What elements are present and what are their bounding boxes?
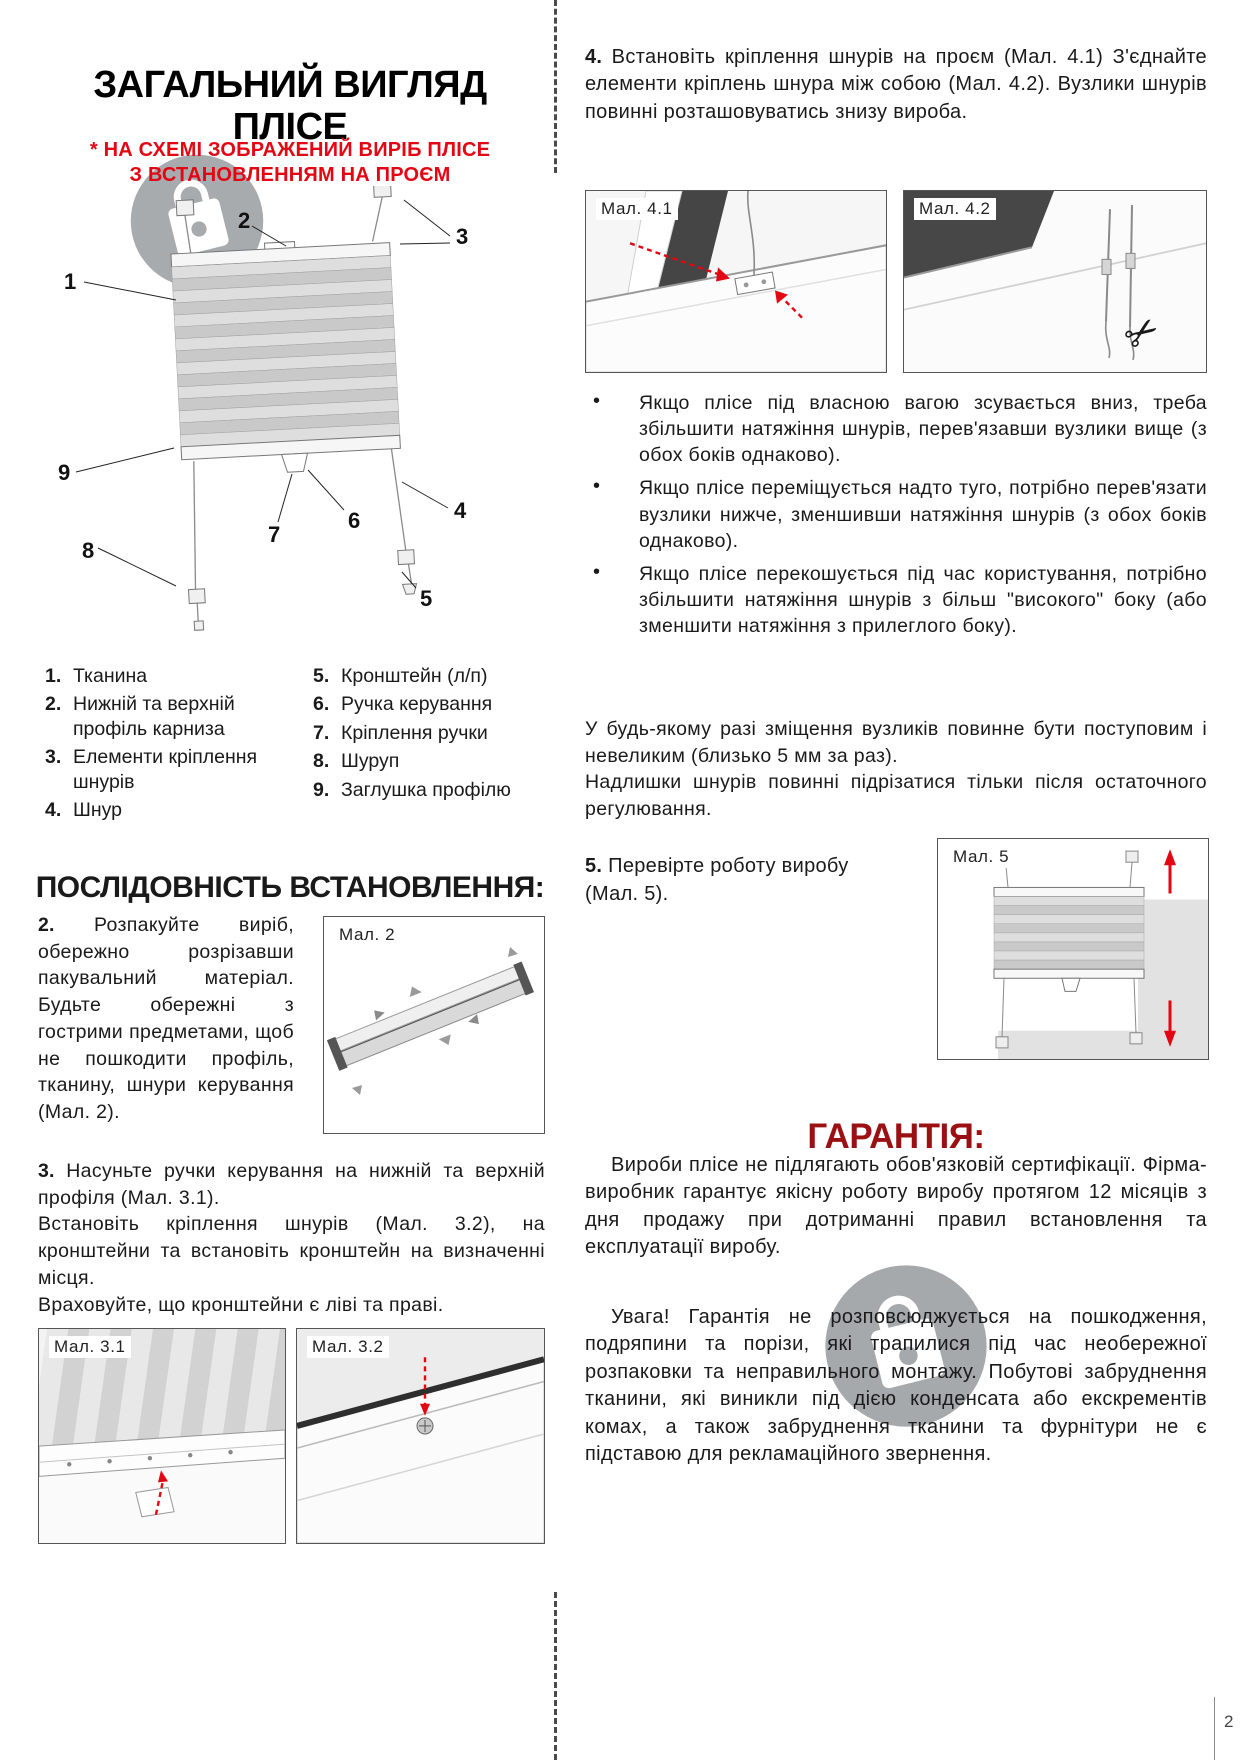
callout-5: 5	[420, 586, 433, 611]
callout-8: 8	[82, 538, 95, 563]
figure-5-box	[937, 838, 1209, 1060]
legend-text: Тканина	[73, 665, 148, 687]
callout-1: 1	[64, 269, 77, 294]
step-2-number: 2.	[38, 914, 55, 936]
figure-4-1-label: Мал. 4.1	[596, 198, 678, 220]
callout-6: 6	[348, 508, 361, 533]
installation-section-title: ПОСЛІДОВНІСТЬ ВСТАНОВЛЕННЯ:	[35, 870, 545, 904]
legend-num: 2.	[45, 693, 62, 716]
warranty-paragraph-1: Вироби плісе не підлягають обов'язковій сертифікації. Фірма-виробник гарантує якісну роботу виробу протягом 12 місяців з дня продажу при дотриманні правил встановлення та експлуатації виробу.	[585, 1154, 1207, 1259]
figure-3-1-label: Мал. 3.1	[49, 1336, 131, 1358]
step-3-line1	[38, 1158, 545, 1211]
adjustment-note-line1: У будь-якому разі зміщення вузликів повинне бути поступовим і невеликим (близько 5 мм за раз).	[585, 718, 1207, 767]
legend-text: Елементи кріплення шнурів	[73, 746, 258, 793]
figure-2-label: Мал. 2	[334, 924, 400, 946]
diagram-note-line2: З ВСТАНОВЛЕННЯМ НА ПРОЄМ	[129, 164, 451, 186]
callout-2: 2	[238, 208, 251, 233]
legend-num: 4.	[45, 798, 62, 821]
figure-4-1-box	[585, 190, 887, 373]
step-4-number: 4.	[585, 46, 603, 68]
legend-text: Кронштейн (л/п)	[341, 665, 488, 687]
step-3-text1: Насуньте ручки керування на нижній та верхній профіля (Мал. 3.1).	[38, 1160, 545, 1209]
scissors-icon: ✂	[1115, 305, 1169, 362]
bullet-text: • Якщо плісе переміщується надто туго, потрібно перев'язати вузлики нижче, зменшивши натяжіння шнурів (з обох боків однаково).	[639, 477, 1207, 552]
legend-item	[313, 778, 545, 802]
callout-3: 3	[456, 224, 469, 249]
legend-text: Ручка керування	[341, 693, 493, 716]
callout-9: 9	[58, 460, 71, 485]
bullet-item	[585, 561, 1207, 639]
blind-overview-diagram	[40, 186, 540, 658]
callout-4: 4	[454, 498, 467, 523]
legend-text: Шнур	[73, 798, 123, 821]
step-4-text: Встановіть кріплення шнурів на проєм (Мал. 4.1) З'єднайте елементи кріплень шнура між собою (Мал. 4.2). Вузлики шнурів повинні розташовуватись знизу вироба.	[585, 46, 1207, 123]
figure-3-2-drawing	[297, 1329, 544, 1543]
figure-2-drawing	[324, 917, 544, 1133]
legend-text: Шуруп	[341, 750, 400, 773]
bullet-item	[585, 390, 1207, 468]
legend-num: 6.	[313, 693, 330, 716]
legend-item	[45, 798, 273, 822]
legend-text: Кріплення ручки	[341, 721, 488, 744]
step-5-paragraph	[585, 852, 895, 908]
legend-num: 1.	[45, 665, 62, 687]
warranty-paragraph-2: Увага! Гарантія не розповсюджується на пошкодження, подряпини та порізи, які трапилися під час необережної розпаковки та неправильного монтажу. Побутові забруднення тканини, які виникли під дією конденсата або екскрементів комах, а також забруднення тканини та фурнітури не є підставою для рекламаційного звернення.	[585, 1306, 1207, 1465]
step-2-paragraph	[38, 912, 294, 1126]
figure-5-label: Мал. 5	[948, 846, 1014, 868]
figure-3-1-drawing	[39, 1329, 285, 1543]
figure-3-2-box	[296, 1328, 545, 1544]
legend-item	[313, 692, 545, 716]
step-5-text: Перевірте роботу виробу (Мал. 5).	[585, 855, 849, 905]
column-divider-bottom	[554, 1592, 557, 1760]
figure-3-1-box	[38, 1328, 286, 1544]
step-3-paragraph	[38, 1158, 545, 1318]
adjustment-note-line2: Надлишки шнурів повинні підрізатися тільки після остаточного регулювання.	[585, 771, 1207, 821]
page-title-line1: ЗАГАЛЬНИЙ ВИГЛЯД	[93, 64, 487, 107]
figure-4-2-box	[903, 190, 1207, 373]
step-3-number: 3.	[38, 1160, 55, 1182]
diagram-note-line1: * НА СХЕМІ ЗОБРАЖЕНИЙ ВИРІБ ПЛІСЕ	[89, 139, 491, 161]
column-divider-top	[554, 0, 557, 173]
step-3-line3: Враховуйте, що кронштейни є ліві та праві.	[38, 1293, 444, 1316]
legend-text: Нижній та верхній профіль карниза	[73, 693, 235, 740]
step-4-paragraph	[585, 44, 1207, 126]
legend-column-1	[45, 664, 273, 826]
figure-2-box	[323, 916, 545, 1134]
step-5-number: 5.	[585, 855, 603, 877]
legend-num: 7.	[313, 721, 330, 744]
legend-num: 9.	[313, 778, 330, 801]
bullet-text: • Якщо плісе під власною вагою зсувається вниз, треба збільшити натяжіння шнурів, перев'язавши вузлики вище (з обох боків однаково).	[639, 392, 1207, 467]
adjustment-note	[585, 716, 1207, 823]
step-2-text: Розпакуйте виріб, обережно розрізавши пакувальний матеріал. Будьте обережні з гострими предметами, щоб не пошкодити профіль, тканину, шнури керування (Мал. 2).	[38, 914, 294, 1123]
legend-item	[45, 745, 273, 794]
bullet-item	[585, 475, 1207, 553]
warranty-section-title: ГАРАНТІЯ:	[807, 1117, 985, 1157]
legend-item	[45, 664, 273, 688]
legend-num: 8.	[313, 750, 330, 773]
footer-divider	[1214, 1697, 1215, 1760]
legend-text: Заглушка профілю	[341, 778, 511, 801]
page-number: 2	[1224, 1712, 1234, 1731]
step-3-line2: Встановіть кріплення шнурів (Мал. 3.2), на кронштейни та встановіть кронштейн на визначенні місця.	[38, 1213, 545, 1289]
legend-num: 3.	[45, 746, 62, 769]
legend-item	[45, 692, 273, 741]
bullet-text: • Якщо плісе перекошується під час користування, потрібно збільшити натяжіння шнурів з більш "високого" боку (або зменшити натяжіння з прилеглого боку).	[639, 562, 1207, 637]
page-title	[35, 65, 545, 149]
figure-4-2-label: Мал. 4.2	[914, 198, 996, 220]
page-title-line2: ПЛІСЕ	[232, 106, 348, 149]
legend-item	[313, 664, 545, 688]
legend-num: 5.	[313, 665, 330, 687]
adjustment-bullet-list	[585, 390, 1207, 646]
legend-item	[313, 721, 545, 745]
figure-5-drawing	[938, 839, 1208, 1059]
callout-7: 7	[268, 522, 281, 547]
figure-3-2-label: Мал. 3.2	[307, 1336, 389, 1358]
legend-item	[313, 749, 545, 773]
legend-column-2	[313, 664, 545, 806]
diagram-note	[35, 138, 545, 188]
